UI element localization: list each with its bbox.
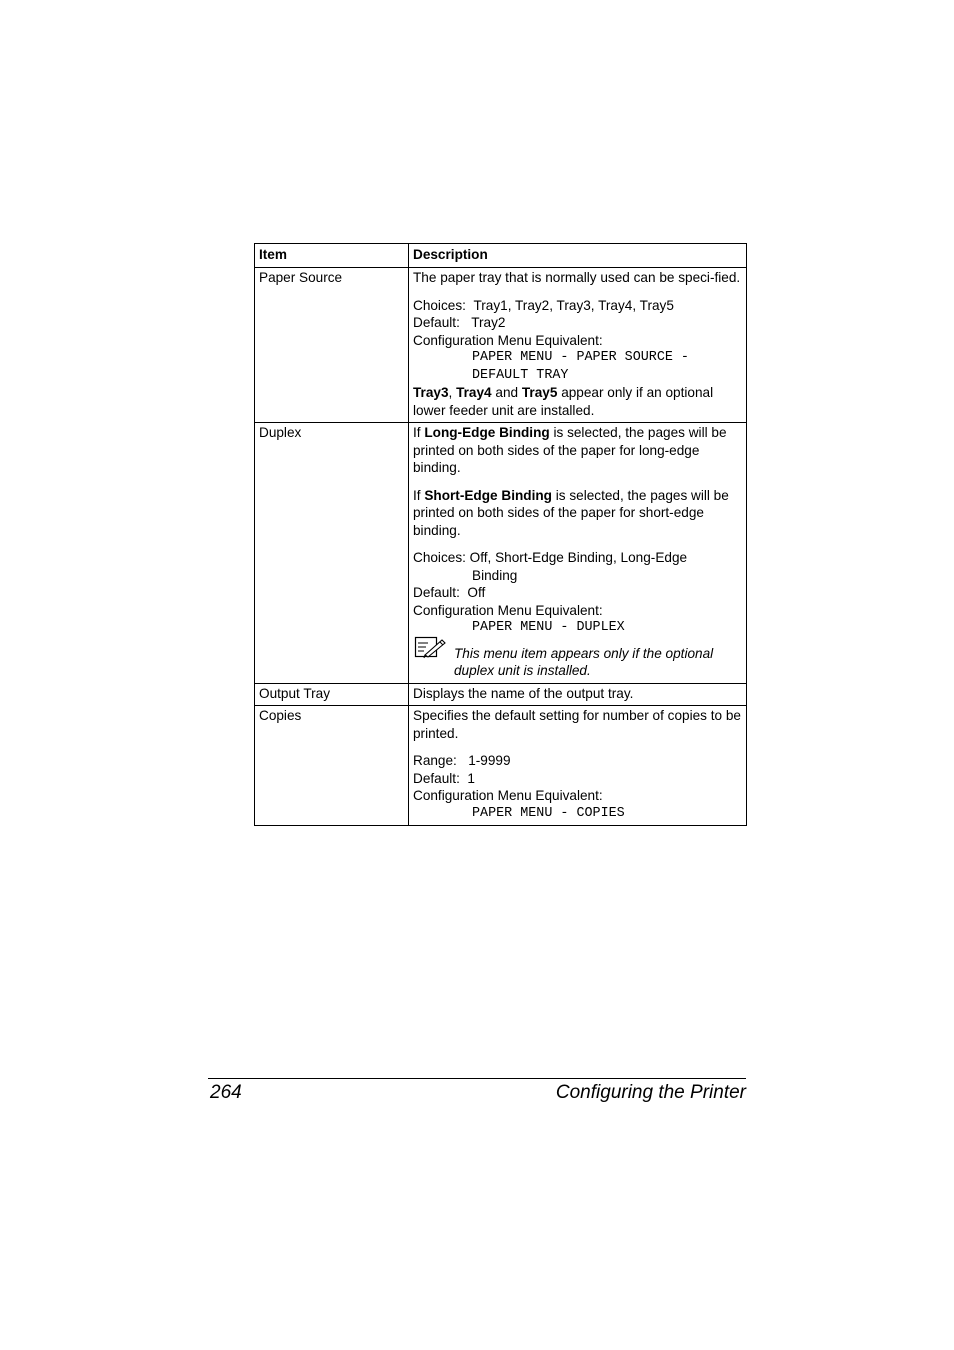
choices-line xyxy=(413,549,742,567)
and-word: and xyxy=(495,385,519,400)
default-line xyxy=(413,584,742,602)
long-edge-text: is selected, the pages will be printed on both sides of the paper for long-edge binding. xyxy=(413,425,727,475)
note-pencil-icon xyxy=(414,636,448,660)
optional-tray-note xyxy=(413,384,742,419)
table-row-output-tray xyxy=(255,683,747,706)
choices-value: Tray1, Tray2, Tray3, Tray4, Tray5 xyxy=(473,297,674,313)
range-line xyxy=(413,752,742,770)
choices-label: Choices: xyxy=(413,550,466,565)
config-path-line-1: PAPER MENU - PAPER SOURCE - xyxy=(472,350,689,365)
if-word: If xyxy=(413,487,421,503)
config-label: Configuration Menu Equivalent: xyxy=(413,602,603,618)
range-label: Range: xyxy=(413,753,457,768)
menu-settings-table xyxy=(254,243,747,826)
item-cell: Paper Source xyxy=(255,268,409,423)
description-cell xyxy=(409,423,747,684)
optional-text: appear only if an optional lower feeder unit are installed. xyxy=(413,385,714,418)
default-label: Default: xyxy=(413,585,460,600)
range-value: 1-9999 xyxy=(468,753,511,768)
default-line xyxy=(413,314,742,332)
item-cell: Copies xyxy=(255,706,409,826)
default-line xyxy=(413,770,742,788)
description-cell xyxy=(409,268,747,423)
config-label: Configuration Menu Equivalent: xyxy=(413,332,603,348)
default-value: Off xyxy=(467,585,486,600)
footer-divider xyxy=(208,1078,746,1079)
choices-label: Choices: xyxy=(413,297,466,313)
description-text: The paper tray that is normally used can be speci-fied. xyxy=(413,270,741,285)
column-header-item: Item xyxy=(255,244,409,268)
default-label: Default: xyxy=(413,770,460,786)
config-label: Configuration Menu Equivalent: xyxy=(413,788,603,803)
note-block xyxy=(413,645,742,680)
short-edge-description xyxy=(413,487,742,540)
tray4-label: Tray4 xyxy=(456,385,492,400)
config-path-line-1: PAPER MENU - COPIES xyxy=(472,805,625,821)
table-row-paper-source xyxy=(255,268,747,423)
description-text: Displays the name of the output tray. xyxy=(413,685,634,701)
long-edge-binding-label: Long-Edge Binding xyxy=(424,425,550,440)
tray3-label: Tray3 xyxy=(413,385,449,400)
column-header-description: Description xyxy=(409,244,747,268)
short-edge-binding-label: Short-Edge Binding xyxy=(424,487,552,503)
config-path-line-1: PAPER MENU - DUPLEX xyxy=(472,620,625,635)
long-edge-description xyxy=(413,424,742,477)
item-cell: Output Tray xyxy=(255,683,409,706)
choices-line xyxy=(413,297,742,315)
choices-value-continued: Binding xyxy=(472,567,518,583)
config-path-line-2: DEFAULT TRAY xyxy=(472,367,569,383)
footer-chapter-title: Configuring the Printer xyxy=(555,1082,746,1103)
comma: , xyxy=(448,385,453,400)
default-label: Default: xyxy=(413,315,460,330)
choices-value: Off, Short-Edge Binding, Long-Edge xyxy=(469,550,688,565)
description-cell xyxy=(409,706,747,826)
description-text: Specifies the default setting for number of copies to be printed. xyxy=(413,708,741,741)
short-edge-text: is selected, the pages will be printed on both sides of the paper for short-edge binding. xyxy=(413,487,729,538)
table-header-row xyxy=(255,244,747,268)
table-row-copies xyxy=(255,706,747,826)
if-word: If xyxy=(413,425,421,440)
tray5-label: Tray5 xyxy=(521,385,558,400)
note-text: This menu item appears only if the optional duplex unit is installed. xyxy=(454,645,714,678)
item-cell: Duplex xyxy=(255,423,409,684)
table-row-duplex xyxy=(255,423,747,684)
page-number: 264 xyxy=(210,1082,242,1103)
default-value: 1 xyxy=(467,770,475,786)
description-cell xyxy=(409,683,747,706)
default-value: Tray2 xyxy=(471,315,506,330)
